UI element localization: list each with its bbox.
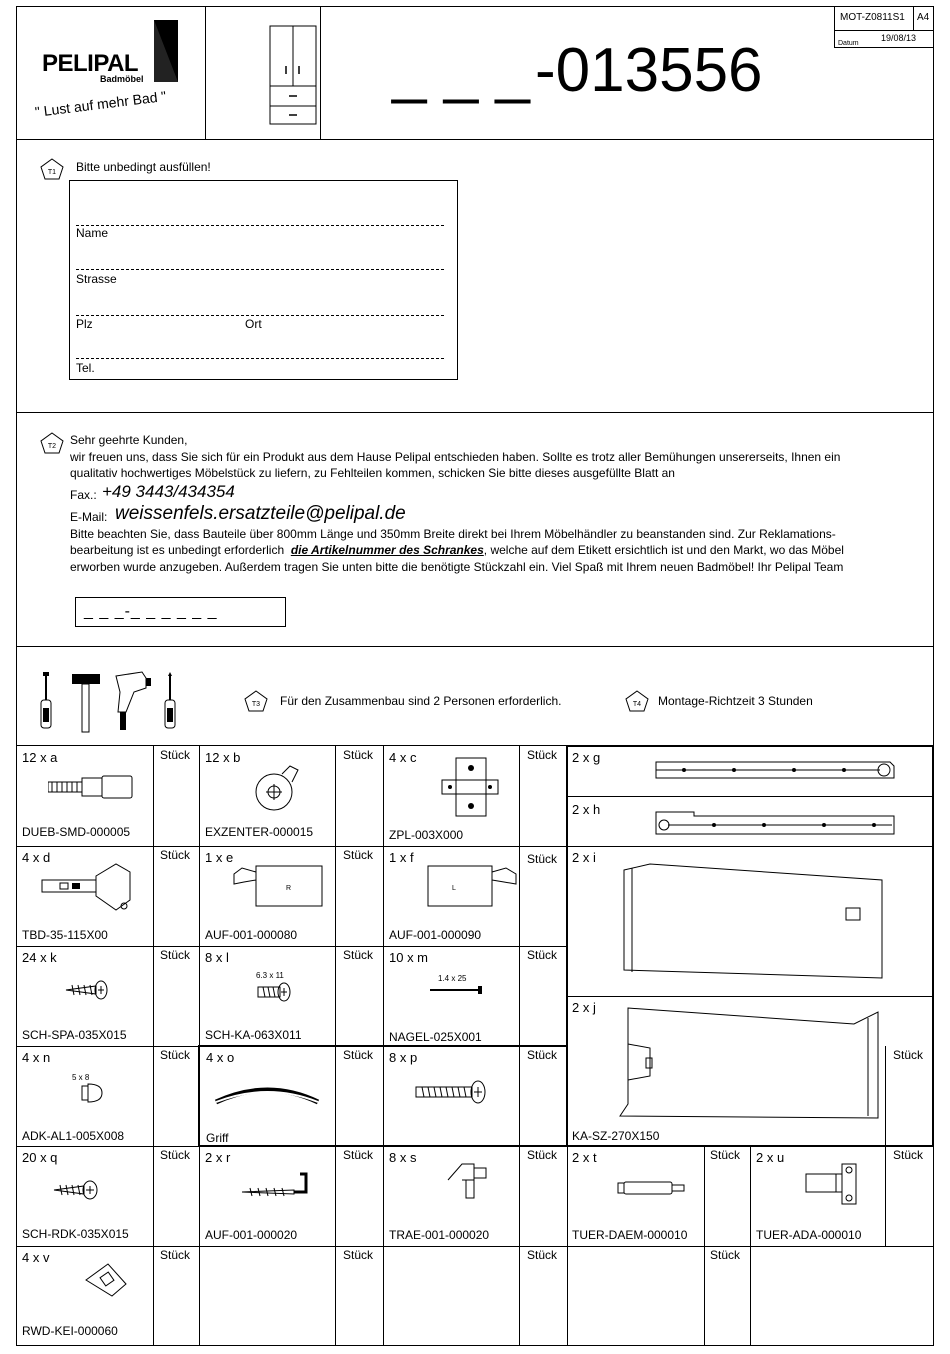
- phone-line[interactable]: [76, 358, 444, 359]
- part-qty: 8 x s: [389, 1150, 417, 1165]
- part-code: SCH-RDK-035X015: [22, 1227, 129, 1241]
- part-qty: 8 x l: [205, 950, 229, 965]
- wall-wedge-icon: [82, 1260, 132, 1300]
- t1-title: Bitte unbedingt ausfüllen!: [76, 160, 211, 174]
- stueck-label: Stück: [343, 1048, 374, 1062]
- part-dimension: 1.4 x 25: [438, 974, 467, 983]
- handle-screw-icon: [414, 1080, 490, 1104]
- hinge-icon: [40, 858, 136, 914]
- screwdriver-cross-icon: [160, 672, 180, 732]
- stueck-label: Stück: [710, 1248, 741, 1262]
- zip-city-line[interactable]: [76, 315, 444, 316]
- screwdriver-flat-icon: [36, 672, 56, 732]
- phone-label: Tel.: [76, 361, 95, 375]
- part-code: ADK-AL1-005X008: [22, 1129, 125, 1143]
- marker-t1-icon: [40, 158, 64, 180]
- doc-code: MOT-Z0811S1: [840, 12, 905, 23]
- t2-line2: qualitativ hochwertiges Möbelstück zu liefern, zu Fehlteilen kommen, schicken Sie bitte dieses ausgefüllte Blatt an: [70, 466, 675, 480]
- part-code: AUF-001-000020: [205, 1228, 298, 1242]
- stueck-label: Stück: [343, 948, 374, 962]
- t2-line5: erworben wurde anzugeben. Außerdem tragen Sie unten bitte die benötigte Stückzahl ein. Viel Spaß mit Ihrem neuen Badmöbel! Ihr Pelipal Team: [70, 560, 844, 574]
- part-qty: 8 x p: [389, 1050, 418, 1065]
- city-label: Ort: [245, 317, 262, 331]
- part-qty: 2 x i: [572, 850, 596, 865]
- section-divider: [16, 412, 934, 413]
- short-screw-icon: [256, 982, 292, 1002]
- grid-line: [16, 1046, 198, 1047]
- hook-screw-icon: [240, 1170, 316, 1200]
- stueck-label: Stück: [160, 1148, 191, 1162]
- chipboard-screw-icon: [64, 980, 110, 1000]
- svg-text:T1: T1: [47, 169, 57, 176]
- stueck-label: Stück: [160, 1048, 191, 1062]
- doc-code-divider: [913, 6, 914, 30]
- brand-logo-mark: [154, 20, 178, 82]
- grid-line: [153, 745, 154, 1346]
- stueck-label: Stück: [160, 948, 191, 962]
- stueck-label: Stück: [160, 748, 191, 762]
- stueck-label: Stück: [710, 1148, 741, 1162]
- svg-text:T4: T4: [632, 701, 642, 708]
- nail-icon: [428, 985, 488, 995]
- part-qty: 2 x h: [572, 802, 601, 817]
- hanger-bracket-right-icon: [230, 862, 326, 912]
- part-qty: 10 x m: [389, 950, 429, 965]
- brand-sub: Badmöbel: [100, 74, 144, 84]
- door-damper-icon: [616, 1180, 688, 1196]
- part-code: TUER-ADA-000010: [756, 1228, 862, 1242]
- shelf-support-icon: [444, 1160, 490, 1200]
- svg-text:L: L: [452, 885, 456, 892]
- part-code: KA-SZ-270X150: [572, 1129, 660, 1143]
- hammer-icon: [70, 672, 102, 734]
- name-line[interactable]: [76, 225, 444, 226]
- drawer-side-panel-icon: [616, 1004, 886, 1124]
- stueck-label: Stück: [160, 1248, 191, 1262]
- t3-text: Für den Zusammenbau sind 2 Personen erforderlich.: [280, 694, 562, 708]
- date-value: 19/08/13: [881, 33, 917, 43]
- drawer-rail-icon: [654, 756, 896, 784]
- grid-line: [335, 745, 336, 1346]
- glide-pad-icon: [80, 1082, 104, 1104]
- marker-t4-icon: [625, 690, 649, 712]
- brand-logo: PELIPAL: [42, 50, 139, 77]
- part-code: AUF-001-000090: [389, 928, 482, 942]
- part-code: NAGEL-025X001: [389, 1030, 482, 1044]
- fax-label: Fax.:: [70, 488, 97, 502]
- header-divider: [320, 6, 321, 139]
- grid-line: [885, 1146, 886, 1246]
- part-code: DUEB-SMD-000005: [22, 825, 131, 839]
- stueck-label: Stück: [527, 1048, 558, 1062]
- part-qty: 2 x t: [572, 1150, 597, 1165]
- dowel-screw-icon: [48, 775, 134, 799]
- stueck-label: Stück: [527, 1248, 558, 1262]
- stueck-label: Stück: [527, 852, 558, 866]
- handle-icon: [212, 1084, 322, 1108]
- zip-label: Plz: [76, 317, 93, 331]
- stueck-label: Stück: [893, 1048, 924, 1062]
- svg-text:R: R: [286, 885, 292, 892]
- part-qty: 2 x u: [756, 1150, 785, 1165]
- article-prefix: _ _ _: [392, 36, 530, 105]
- header-divider: [205, 6, 206, 139]
- slogan: " Lust auf mehr Bad ": [34, 87, 168, 120]
- section-divider: [16, 646, 934, 647]
- doc-code-divider: [834, 30, 934, 31]
- grid-line: [383, 745, 384, 1346]
- hanger-bracket-left-icon: [424, 862, 520, 912]
- part-dimension: 6.3 x 11: [256, 971, 284, 980]
- t4-text: Montage-Richtzeit 3 Stunden: [658, 694, 813, 708]
- stueck-label: Stück: [343, 1248, 374, 1262]
- part-qty: 12 x b: [205, 750, 241, 765]
- grid-line: [199, 745, 200, 1346]
- grid-line: [16, 846, 567, 847]
- marker-t3-icon: [244, 690, 268, 712]
- stueck-label: Stück: [343, 848, 374, 862]
- t2-line4: bearbeitung ist es unbedingt erforderlich die Artikelnummer des Schrankes, welche auf dem Etikett ersichtlich ist und den Markt, wo das Möbel: [70, 543, 844, 557]
- part-code: ZPL-003X000: [389, 828, 464, 842]
- stueck-label: Stück: [527, 1148, 558, 1162]
- part-code: SCH-SPA-035X015: [22, 1028, 127, 1042]
- grid-line: [16, 946, 567, 947]
- grid-line: [519, 745, 520, 1346]
- article-number: -013556: [535, 36, 763, 105]
- svg-text:T3: T3: [251, 701, 261, 708]
- name-label: Name: [76, 226, 109, 240]
- round-head-screw-icon: [52, 1180, 100, 1200]
- mounting-plate-icon: [440, 754, 500, 820]
- part-code: Griff: [206, 1131, 229, 1145]
- email-label: E-Mail:: [70, 510, 108, 524]
- article-number-input[interactable]: [75, 597, 286, 627]
- marker-t2-icon: [40, 432, 64, 454]
- damper-adapter-icon: [802, 1160, 862, 1208]
- article-number-emphasis: die Artikelnummer des Schrankes: [290, 543, 484, 557]
- part-qty: 12 x a: [22, 750, 58, 765]
- drawer-side-panel-icon: [620, 860, 890, 990]
- email-address[interactable]: weissenfels.ersatzteile@pelipal.de: [115, 503, 406, 524]
- part-dimension: 5 x 8: [72, 1073, 90, 1082]
- part-qty: 2 x j: [572, 1000, 596, 1015]
- date-label: Datum: [838, 40, 859, 47]
- drill-icon: [112, 668, 152, 734]
- part-qty: 4 x c: [389, 750, 417, 765]
- part-qty: 4 x d: [22, 850, 51, 865]
- part-qty: 4 x n: [22, 1050, 51, 1065]
- part-qty: 20 x q: [22, 1150, 58, 1165]
- part-qty: 4 x o: [206, 1050, 235, 1065]
- cabinet-icon: [268, 24, 318, 126]
- part-qty: 24 x k: [22, 950, 57, 965]
- stueck-label: Stück: [343, 1148, 374, 1162]
- part-code: RWD-KEI-000060: [22, 1324, 118, 1338]
- grid-line: [567, 745, 568, 1346]
- part-code: TRAE-001-000020: [389, 1228, 490, 1242]
- part-qty: 2 x g: [572, 750, 601, 765]
- drawer-rail-icon: [654, 808, 896, 838]
- grid-line: [750, 1146, 751, 1346]
- article-number-placeholder: _ _ _-_ _ _ _ _ _: [84, 603, 218, 620]
- fax-number: +49 3443/434354: [102, 482, 235, 501]
- grid-line: [704, 1146, 705, 1346]
- street-label: Strasse: [76, 272, 117, 286]
- stueck-label: Stück: [160, 848, 191, 862]
- stueck-label: Stück: [527, 948, 558, 962]
- part-code: TUER-DAEM-000010: [572, 1228, 688, 1242]
- stueck-label: Stück: [343, 748, 374, 762]
- part-qty: 4 x v: [22, 1250, 50, 1265]
- stueck-label: Stück: [527, 748, 558, 762]
- part-qty: 2 x r: [205, 1150, 231, 1165]
- part-code: EXZENTER-000015: [205, 825, 314, 839]
- part-code: AUF-001-000080: [205, 928, 298, 942]
- doc-format: A4: [917, 12, 930, 23]
- t2-line3: Bitte beachten Sie, dass Bauteile über 800mm Länge und 350mm Breite direkt bei Ihrem Möbelhändler zu beanstanden sind. Zur Reklamations-: [70, 527, 836, 541]
- header-bottom-line: [16, 139, 934, 140]
- part-code: SCH-KA-063X011: [205, 1028, 302, 1042]
- t2-line1: wir freuen uns, dass Sie sich für ein Produkt aus dem Hause Pelipal entschieden haben. Sollte es trotz aller Bemühungen unsererseits, Ihnen ein: [70, 450, 841, 464]
- address-form: [69, 180, 458, 380]
- t2-greeting: Sehr geehrte Kunden,: [70, 433, 188, 447]
- part-qty: 1 x e: [205, 850, 234, 865]
- part-code: TBD-35-115X00: [22, 928, 108, 942]
- svg-text:T2: T2: [47, 443, 57, 450]
- part-qty: 1 x f: [389, 850, 414, 865]
- street-line[interactable]: [76, 269, 444, 270]
- eccentric-cam-icon: [252, 764, 302, 814]
- stueck-label: Stück: [893, 1148, 924, 1162]
